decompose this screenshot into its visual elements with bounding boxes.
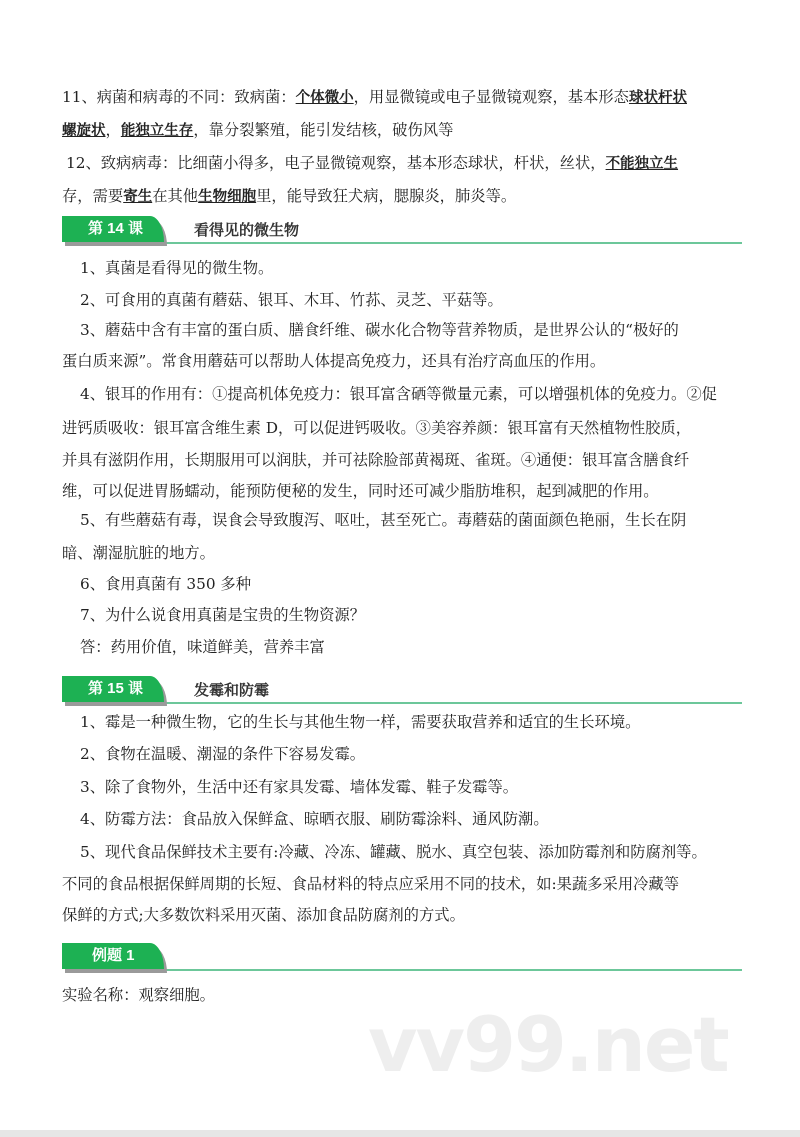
list-line: 1、真菌是看得见的微生物。 bbox=[80, 259, 274, 277]
list-line: 维，可以促进胃肠蠕动，能预防便秘的发生，同时还可减少脂肪堆积，起到减肥的作用。 bbox=[62, 482, 659, 500]
emphasis: 不能独立生 bbox=[605, 156, 679, 172]
text: 12、致病病毒：比细菌小得多，电子显微镜观察，基本形态球状，杆状，丝状， bbox=[66, 154, 606, 172]
list-line: 5、现代食品保鲜技术主要有:冷藏、冷冻、罐藏、脱水、真空包装、添加防霉剂和防腐剂等。 bbox=[80, 843, 707, 861]
list-line: 蛋白质来源”。常食用蘑菇可以帮助人体提高免疫力，还具有治疗高血压的作用。 bbox=[62, 352, 606, 370]
divider bbox=[162, 242, 742, 244]
emphasis: 螺旋状 bbox=[62, 123, 106, 139]
example-tag: 例题 1 bbox=[62, 943, 164, 969]
emphasis: 能独立生存 bbox=[120, 123, 194, 139]
page-bottom-edge bbox=[0, 1130, 800, 1137]
list-line: 保鲜的方式;大多数饮料采用灭菌、添加食品防腐剂的方式。 bbox=[62, 906, 465, 924]
text: 11、病菌和病毒的不同：致病菌： bbox=[62, 88, 296, 106]
list-line: 6、食用真菌有 350 多种 bbox=[80, 575, 252, 593]
text: ，用显微镜或电子显微镜观察，基本形态 bbox=[353, 88, 629, 106]
list-line: 进钙质吸收：银耳富含维生素 D，可以促进钙吸收。③美容养颜：银耳富有天然植物性胶质， bbox=[62, 419, 692, 437]
divider bbox=[162, 702, 742, 704]
section-header-15 bbox=[62, 676, 742, 708]
list-line: 暗、潮湿肮脏的地方。 bbox=[62, 544, 215, 562]
list-line: 3、除了食物外，生活中还有家具发霉、墙体发霉、鞋子发霉等。 bbox=[80, 778, 519, 796]
emphasis: 个体微小 bbox=[295, 90, 354, 106]
text: 存，需要 bbox=[62, 187, 124, 205]
list-line: 答：药用价值，味道鲜美，营养丰富 bbox=[80, 638, 325, 656]
list-line: 3、蘑菇中含有丰富的蛋白质、膳食纤维、碳水化合物等营养物质，是世界公认的“极好的 bbox=[80, 321, 679, 339]
example-header bbox=[62, 943, 742, 975]
emphasis: 球状杆状 bbox=[628, 90, 687, 106]
paragraph-line bbox=[66, 153, 678, 174]
paragraph-line bbox=[62, 87, 687, 108]
list-line: 2、可食用的真菌有蘑菇、银耳、木耳、竹荪、灵芝、平菇等。 bbox=[80, 291, 503, 309]
paragraph-line bbox=[62, 120, 453, 141]
section-title: 发霉和防霉 bbox=[194, 681, 270, 699]
list-line: 2、食物在温暖、潮湿的条件下容易发霉。 bbox=[80, 745, 366, 763]
list-line: 4、银耳的作用有：①提高机体免疫力：银耳富含硒等微量元素，可以增强机体的免疫力。②促 bbox=[80, 385, 717, 403]
list-line: 7、为什么说食用真菌是宝贵的生物资源？ bbox=[80, 606, 366, 624]
text: ，靠分裂繁殖，能引发结核，破伤风等 bbox=[193, 121, 454, 139]
list-line: 并具有滋阴作用，长期服用可以润肤，并可祛除脸部黄褐斑、雀斑。④通便：银耳富含膳食纤 bbox=[62, 451, 690, 469]
paragraph-line bbox=[62, 186, 516, 207]
emphasis: 生物细胞 bbox=[198, 189, 257, 205]
list-line: 不同的食品根据保鲜周期的长短、食品材料的特点应采用不同的技术，如:果蔬多采用冷藏等 bbox=[62, 875, 680, 893]
text: 在其他 bbox=[152, 187, 199, 205]
list-line: 4、防霉方法：食品放入保鲜盒、晾晒衣服、刷防霉涂料、通风防潮。 bbox=[80, 810, 549, 828]
list-line: 5、有些蘑菇有毒，误食会导致腹泻、呕吐，甚至死亡。毒蘑菇的菌面颜色艳丽，生长在阴 bbox=[80, 511, 687, 529]
emphasis: 寄生 bbox=[123, 189, 153, 205]
text: ， bbox=[105, 121, 121, 139]
text: 里，能导致狂犬病，腮腺炎，肺炎等。 bbox=[256, 187, 517, 205]
lesson-tag: 第 15 课 bbox=[62, 676, 164, 702]
section-title: 看得见的微生物 bbox=[194, 221, 300, 239]
list-line: 1、霉是一种微生物，它的生长与其他生物一样，需要获取营养和适宜的生长环境。 bbox=[80, 713, 641, 731]
divider bbox=[162, 969, 742, 971]
watermark: vv99.net bbox=[368, 1000, 728, 1089]
section-header-14 bbox=[62, 216, 742, 248]
lesson-tag: 第 14 课 bbox=[62, 216, 164, 242]
example-text: 实验名称：观察细胞。 bbox=[62, 986, 215, 1004]
